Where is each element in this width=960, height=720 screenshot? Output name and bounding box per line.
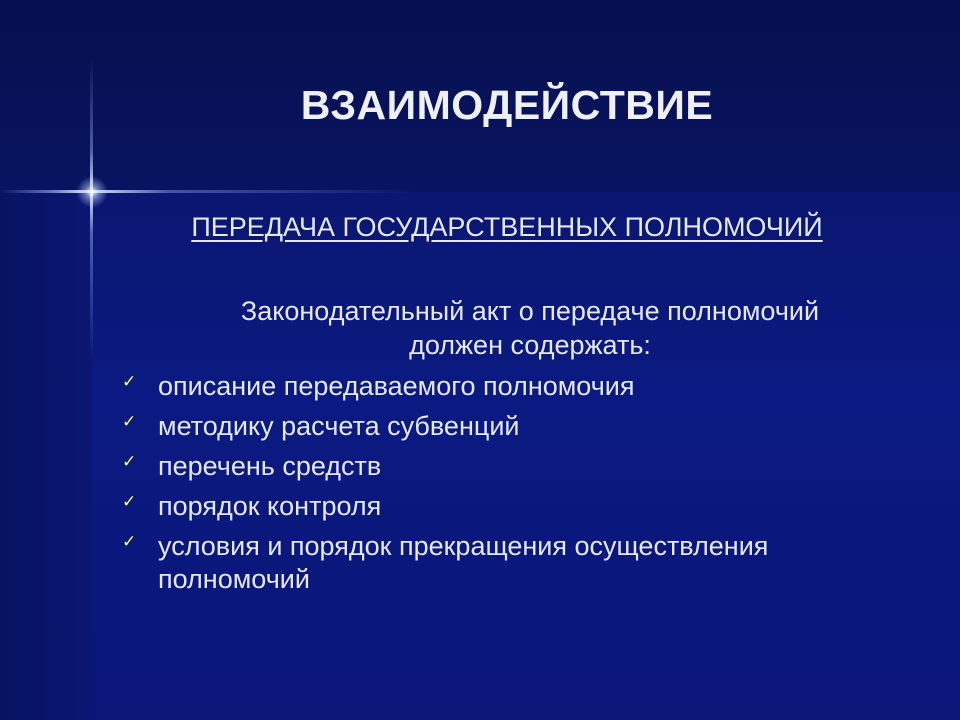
check-icon: ✓: [122, 372, 137, 391]
intro-line-2: должен содержать:: [409, 330, 651, 360]
check-icon: ✓: [122, 412, 137, 431]
left-strip: [0, 192, 92, 720]
list-item: [122, 370, 922, 403]
slide-subtitle: ПЕРЕДАЧА ГОСУДАРСТВЕННЫХ ПОЛНОМОЧИЙ: [191, 212, 823, 242]
list-item-text: порядок контроля: [158, 491, 382, 521]
list-item-text: методику расчета субвенций: [158, 411, 520, 441]
list-item: [122, 530, 922, 596]
list-item: [122, 450, 922, 483]
check-icon: ✓: [122, 492, 137, 511]
check-icon: ✓: [122, 532, 137, 551]
list-item-text: условия и порядок прекращения осуществления полномочий: [158, 531, 769, 594]
intro-text: [110, 294, 950, 362]
list-item: [122, 490, 922, 523]
bullet-list: [122, 370, 922, 603]
intro-line-1: Законодательный акт о передаче полномочий: [240, 296, 820, 326]
star-flare-horizontal: [0, 190, 420, 193]
check-icon: ✓: [122, 452, 137, 471]
list-item-text: описание передаваемого полномочия: [158, 371, 635, 401]
star-flare-icon: [76, 176, 108, 208]
list-item-text: перечень средств: [158, 451, 382, 481]
list-item: [122, 410, 922, 443]
slide-title: ВЗАИМОДЕЙСТВИЕ: [300, 82, 714, 128]
